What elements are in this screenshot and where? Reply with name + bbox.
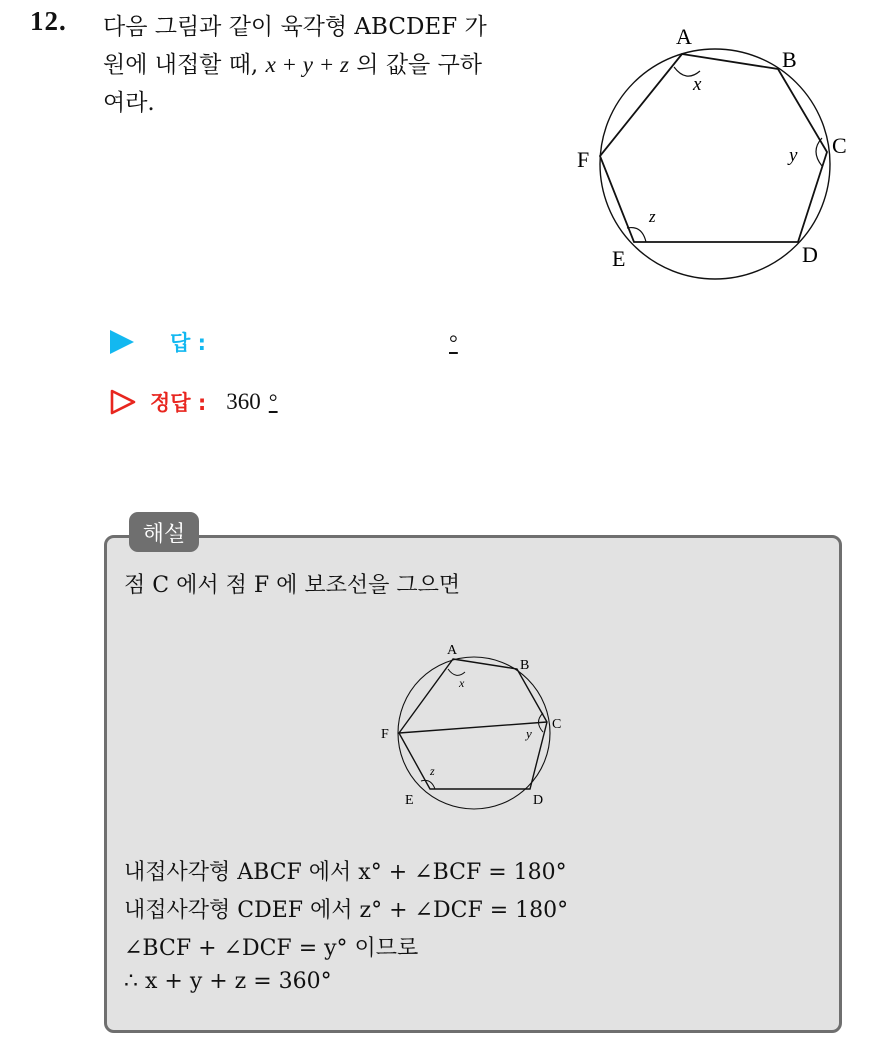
vertex-label-f-small: F [381,727,389,742]
explanation-line-3: ∠BCF + ∠DCF = y° 이므로 [124,936,419,961]
correct-answer-row [110,386,278,418]
angle-label-z: z [649,207,656,226]
play-triangle-icon [110,330,134,354]
vertex-label-f: F [577,147,590,172]
question-line-2-post: 의 값을 구하 [348,52,483,78]
explanation-figure [375,640,575,815]
explanation-line-1: 내접사각형 ABCF 에서 x° + ∠BCF = 180° [124,860,567,885]
correct-value: 360 [226,389,261,414]
hexagon-circle-figure [570,20,860,282]
angle-label-x: x [693,74,702,95]
vertex-label-d: D [802,242,818,267]
question-line-2-pre: 원에 내접할 때, [103,52,266,78]
vertex-label-b: B [782,47,797,72]
answer-unit: ° [449,330,458,355]
outline-triangle-icon [110,389,136,415]
question-line-1: 다음 그림과 같이 육각형 ABCDEF 가 [103,14,487,40]
question-line-2 [103,46,568,84]
explanation-line-4: ∴ x + y + z = 360° [124,969,332,994]
vertex-label-e: E [612,246,626,271]
angle-arc-a-small [448,669,465,675]
angle-label-y-small: y [526,726,532,741]
answer-label: 답 : [170,331,206,355]
question-text [103,8,568,122]
vertex-label-b-small: B [520,658,530,673]
vertex-label-a-small: A [447,643,458,658]
vertex-label-d-small: D [533,793,544,808]
angle-label-y: y [789,145,798,166]
question-line-3: 여라. [103,90,155,116]
question-math: x + y + z [265,52,349,77]
correct-label: 정답 : [150,391,207,415]
explanation-tag: 해설 [129,512,199,552]
question-number: 12. [30,6,67,36]
explanation-line-2: 내접사각형 CDEF 에서 z° + ∠DCF = 180° [124,898,569,923]
vertex-label-a: A [676,24,692,49]
correct-unit: ° [268,389,278,414]
vertex-label-e-small: E [405,793,414,808]
auxiliary-line-cf [399,722,547,733]
angle-label-x-small: x [459,676,465,690]
explanation-intro: 점 C 에서 점 F 에 보조선을 그으면 [124,573,461,598]
vertex-label-c-small: C [552,717,562,732]
angle-label-z-small: z [430,764,435,778]
vertex-label-c: C [832,133,847,158]
answer-row [110,326,206,358]
